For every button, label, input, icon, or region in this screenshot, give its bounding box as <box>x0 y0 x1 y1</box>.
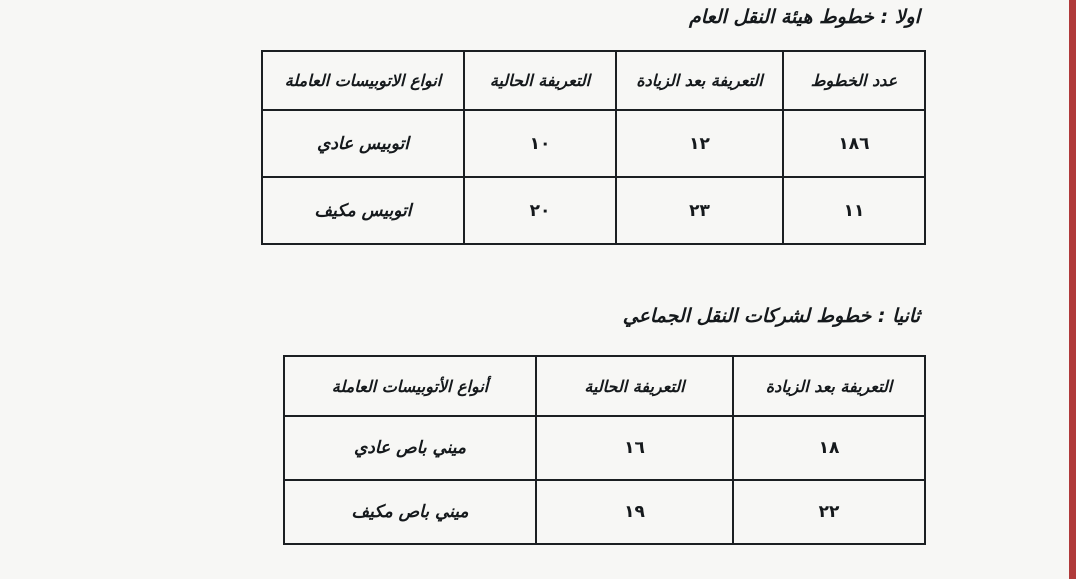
table-public-transport-authority <box>261 50 926 245</box>
cell-lines-count: ١٨٦ <box>783 110 925 177</box>
section-collective-transport-companies <box>96 305 926 545</box>
cell-tariff-after: ٢٣ <box>616 177 783 244</box>
header-tariff-after: التعريفة بعد الزيادة <box>616 51 783 110</box>
cell-tariff-after: ١٢ <box>616 110 783 177</box>
section-one-title: اولا : خطوط هيئة النقل العام <box>689 6 920 28</box>
cell-tariff-after: ١٨ <box>733 416 925 480</box>
table-row <box>262 177 925 244</box>
header-bus-type: انواع الاتوبيسات العاملة <box>262 51 464 110</box>
table-header-row <box>262 51 925 110</box>
table-header-row <box>284 356 925 416</box>
cell-bus-type: اتوبيس عادي <box>262 110 464 177</box>
header-lines-count: عدد الخطوط <box>783 51 925 110</box>
cell-tariff-current: ١٠ <box>464 110 616 177</box>
header-tariff-current: التعريفة الحالية <box>536 356 733 416</box>
cell-lines-count: ١١ <box>783 177 925 244</box>
section-two-title: ثانيا : خطوط لشركات النقل الجماعي <box>622 305 920 327</box>
table-row <box>284 416 925 480</box>
cell-bus-type: ميني باص مكيف <box>284 480 536 544</box>
cell-bus-type: اتوبيس مكيف <box>262 177 464 244</box>
cell-tariff-current: ٢٠ <box>464 177 616 244</box>
table-collective-transport-companies <box>283 355 926 545</box>
section-public-transport-authority <box>96 6 926 245</box>
header-bus-type: أنواع الأتوبيسات العاملة <box>284 356 536 416</box>
page-margin-strip <box>1069 0 1076 579</box>
header-tariff-after: التعريفة بعد الزيادة <box>733 356 925 416</box>
cell-tariff-current: ١٦ <box>536 416 733 480</box>
header-tariff-current: التعريفة الحالية <box>464 51 616 110</box>
cell-bus-type: ميني باص عادي <box>284 416 536 480</box>
cell-tariff-current: ١٩ <box>536 480 733 544</box>
table-row <box>262 110 925 177</box>
table-row <box>284 480 925 544</box>
cell-tariff-after: ٢٢ <box>733 480 925 544</box>
